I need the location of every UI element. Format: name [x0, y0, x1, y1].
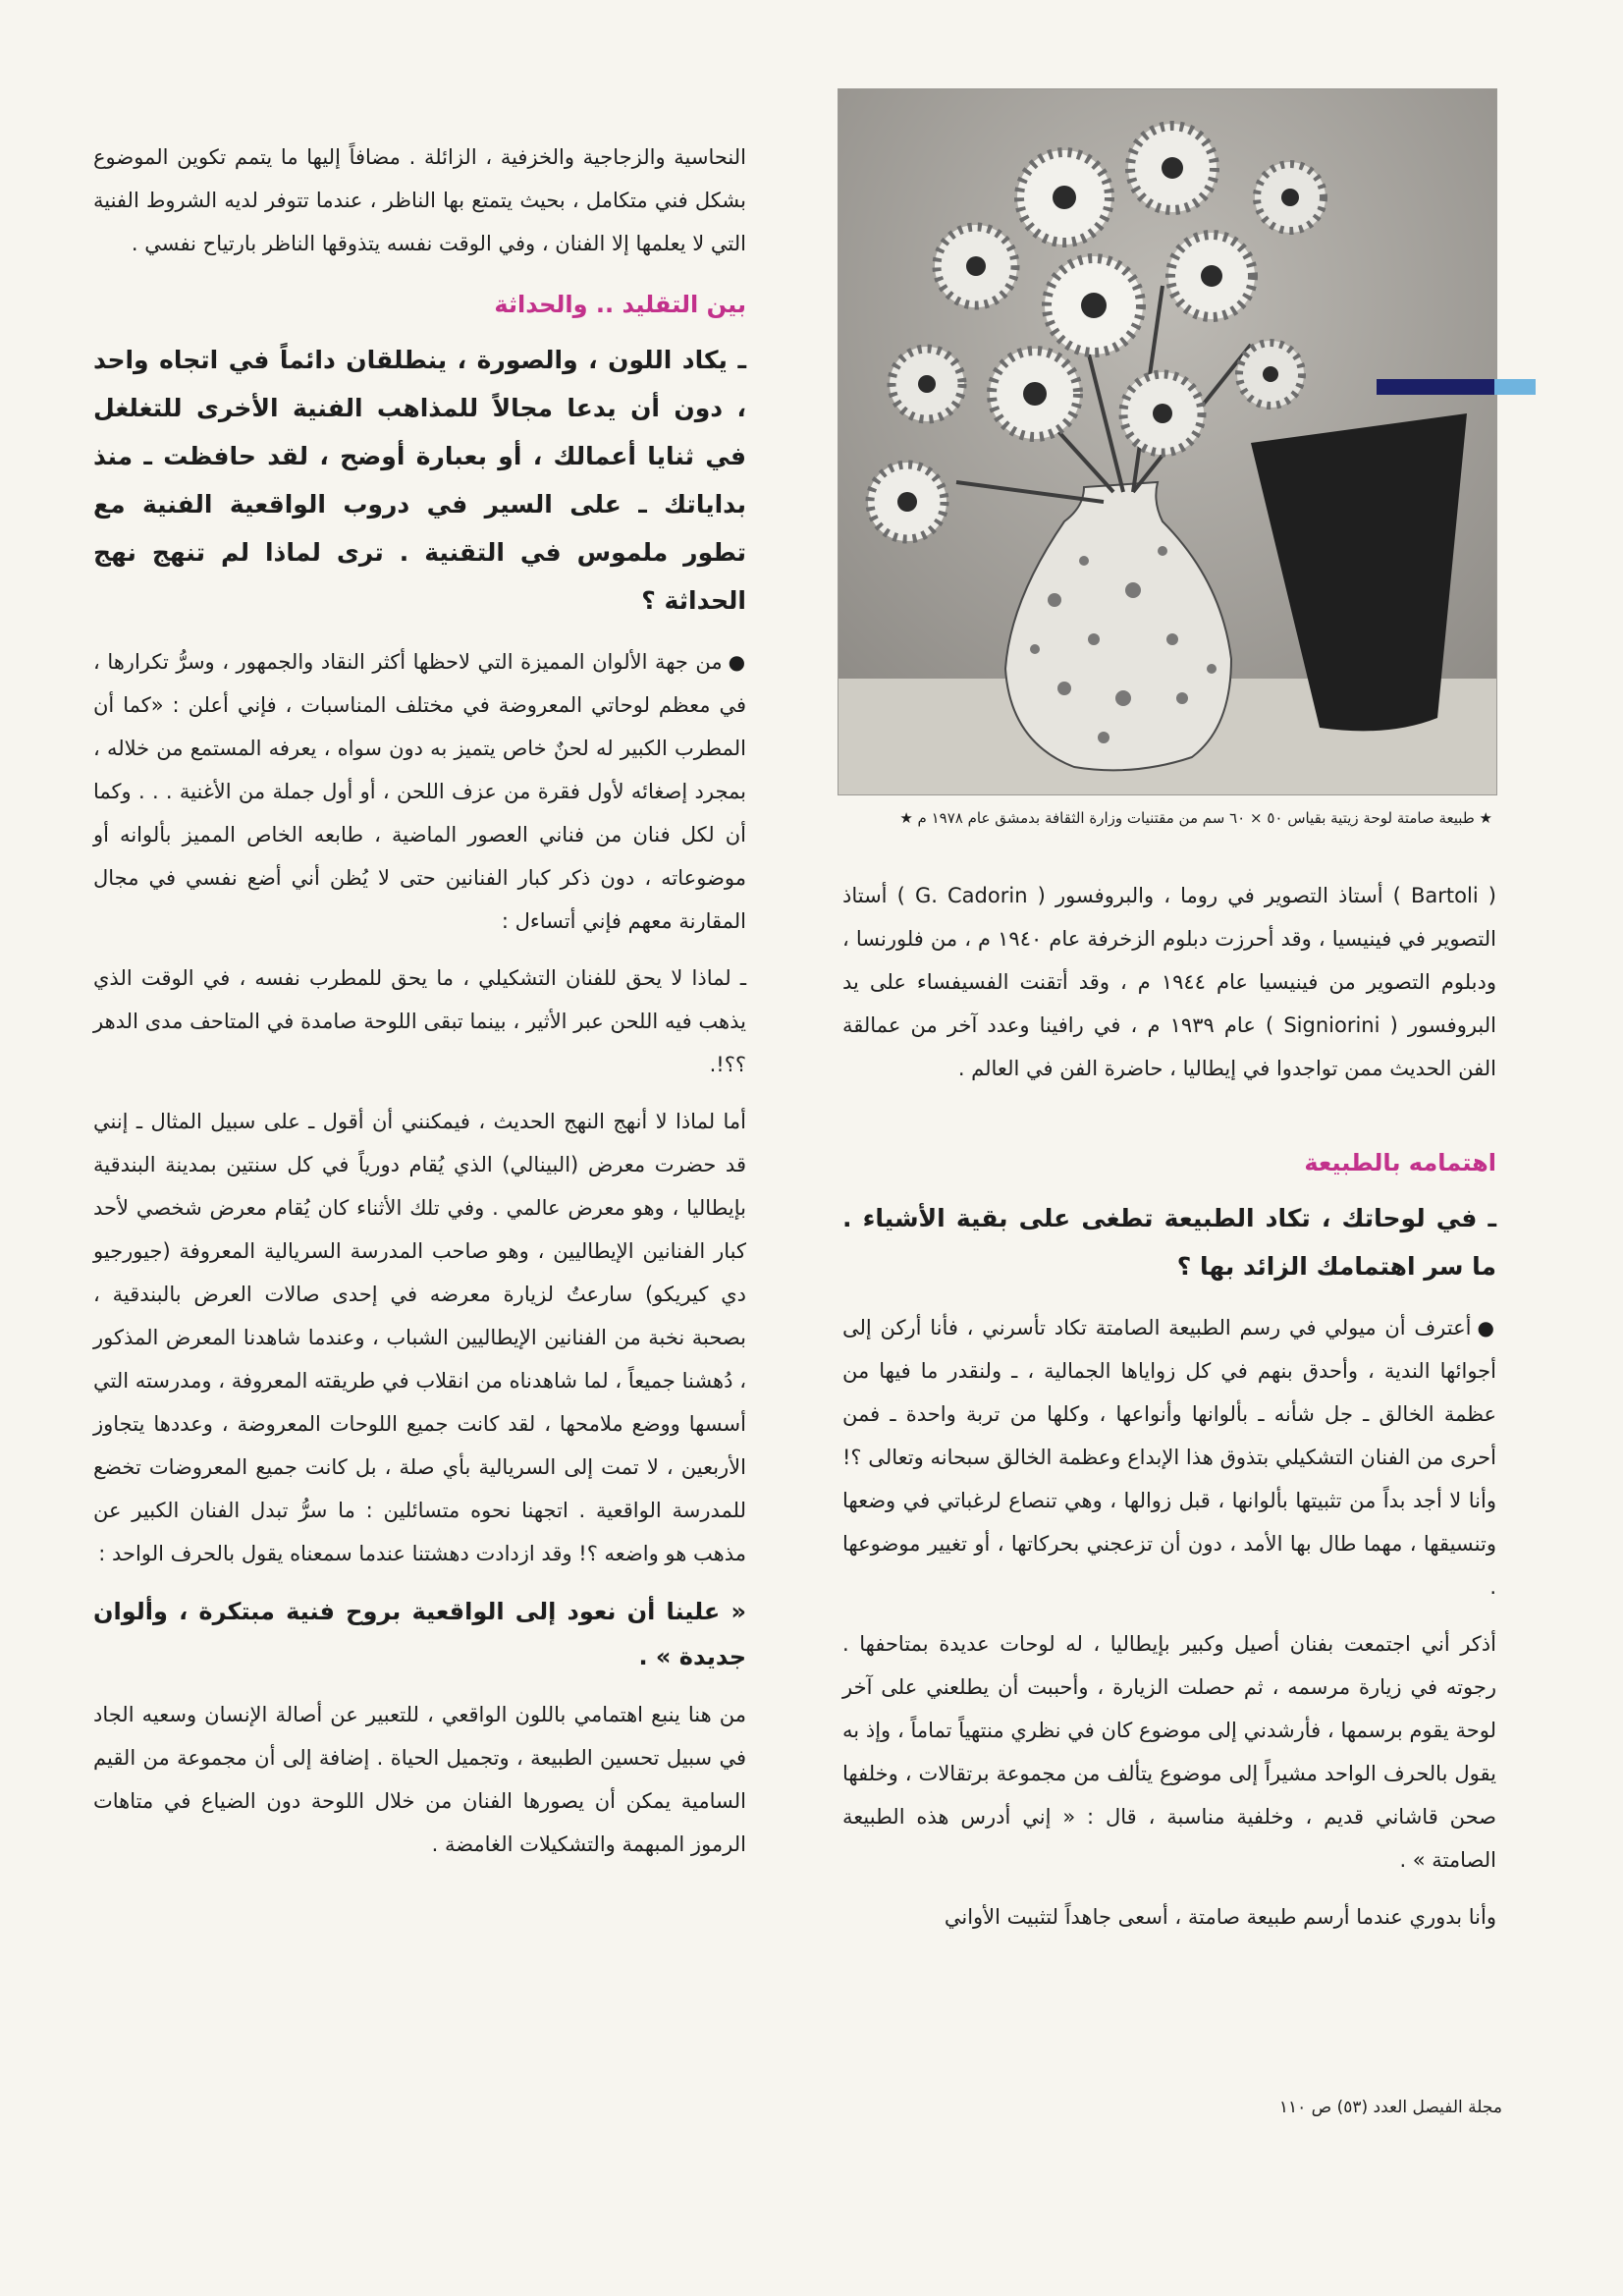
page-footer: مجلة الفيصل العدد (٥٣) ص ١١٠	[1278, 2098, 1502, 2117]
left-paragraph-2	[93, 640, 746, 943]
photo-caption: ★ طبيعة صامتة لوحة زيتية بقياس ٥٠ × ٦٠ سم من مقتنيات وزارة الثقافة بدمشق عام ١٩٧٨ م ★	[899, 809, 1492, 827]
right-paragraph-1: ( Bartoli ) أستاذ التصوير في روما ، والبروفسور ( G. Cadorin ) أستاذ التصوير في فينيسيا ، وقد أحرزت دبلوم الزخرفة عام ١٩٤٠ م ، من فلورنسا ، ودبلوم التصوير من فينيسيا عام ١٩٤٤ م ، وقد أتقنت الفسيفساء على يد البروفسور ( Signiorini ) عام ١٩٣٩ م ، في رافينا وعدد آخر من عمالقة الفن الحديث ممن تواجدوا في إيطاليا ، حاضرة الفن في العالم .	[842, 884, 1497, 1080]
chirico-quote: « علينا أن نعود إلى الواقعية بروح فنية مبتكرة ، وألوان جديدة » .	[93, 1598, 746, 1670]
left-paragraph-2-text: من جهة الألوان المميزة التي لاحظها أكثر النقاد والجمهور ، وسرُّ تكرارها ، في معظم لوحاتي المعروضة في مختلف المناسبات ، فإني أعلن : «كما أن المطرب الكبير له لحنٌ خاص يتميز به دون سواه ، يعرفه المستمع من خلاله ، بمجرد إصغائه لأول فقرة من عزف اللحن ، أو أول جملة من الأغنية . . . وكما أن لكل فنان من فناني العصور الماضية ، طابعه الخاص المميز بألوانه أو موضوعاته ، دون ذكر كبار الفنانين حتى لا يُظن أني أضع نفسي في مجال المقارنة معهم فإني أتساءل :	[93, 650, 746, 933]
still-life-painting-image	[839, 89, 1496, 794]
right-paragraph-3: أذكر أني اجتمعت بفنان أصيل وكبير بإيطاليا ، له لوحات عديدة بمتاحفها . رجوته في زيارة مرسمه ، ثم حصلت الزيارة ، وأحببت أن يطلعني على آخر لوحة يقوم برسمها ، فأرشدني إلى موضوع كان في نظري منتهياً تماماً ، وإذ به يقول بالحرف الواحد مشيراً إلى موضوع يتألف من مجموعة برتقالات ، وخلفها صحن قاشاني قديم ، وخلفية مناسبة ، قال : « إني أدرس هذه الطبيعة الصامتة » .	[842, 1632, 1496, 1872]
color-registration-mark-light	[1494, 379, 1536, 395]
left-paragraph-5: من هنا ينبع اهتمامي باللون الواقعي ، للتعبير عن أصالة الإنسان وسعيه الجاد في سبيل تحسين الطبيعة ، وتجميل الحياة . إضافة إلى أن مجموعة من القيم السامية يمكن أن يصورها الفنان من خلال اللوحة دون الضياع في متاهات الرموز المبهمة والتشكيلات الغامضة .	[93, 1703, 746, 1856]
left-paragraph-3: ـ لماذا لا يحق للفنان التشكيلي ، ما يحق للمطرب نفسه ، في الوقت الذي يذهب فيه اللحن عبر الأثير ، بينما تبقى اللوحة صامدة في المتاحف مدى الدهر ؟؟!.	[93, 966, 746, 1076]
bullet-icon: ●	[728, 650, 746, 674]
right-paragraph-2	[842, 1306, 1496, 1609]
left-paragraph-4: أما لماذا لا أنهج النهج الحديث ، فيمكنني أن أقول ـ على سبيل المثال ـ إنني قد حضرت معرض (البينالي) الذي يُقام دورياً في كل سنتين بمدينة البندقية بإيطاليا ، وهو معرض عالمي . وفي تلك الأثناء كان يُقام معرض شخصي لأحد كبار الفنانين الإيطاليين ، وهو صاحب المدرسة السريالية المعروفة (جيورجيو دي كيريكو) سارعتُ لزيارة معرضه في إحدى صالات العرض بالبندقية ، بصحبة نخبة من الفنانين الإيطاليين الشباب ، وعندما شاهدنا المعرض المذكور ، دُهشنا جميعاً ، لما شاهدناه من انقلاب في طريقته المعروفة ، ومدرسته التي أسسها ووضع ملامحها ، لقد كانت جميع اللوحات المعروضة ، وعددها يتجاوز الأربعين ، لا تمت إلى السريالية بأي صلة ، بل كانت جميع المعروضات تخضع للمدرسة الواقعية . اتجهنا نحوه متسائلين : ما سرُّ تبدل الفنان الكبير عن مذهب هو واضعه ؟! وقد ازدادت دهشتنا عندما سمعناه يقول بالحرف الواحد :	[93, 1110, 746, 1565]
right-column	[842, 874, 1496, 1952]
section-title-tradition-modernity: بين التقليد .. والحداثة	[494, 291, 746, 318]
right-paragraph-2-text: أعترف أن ميولي في رسم الطبيعة الصامتة تكاد تأسرني ، فأنا أركن إلى أجوائها الندية ، وأحدق بنهم في كل زواياها الجمالية ، ـ ولنقدر ما فيها من عظمة الخالق ـ جل شأنه ـ بألوانها وأنواعها ، وكلها من تربة واحدة ـ فمن أحرى من الفنان التشكيلي بتذوق هذا الإبداع وعظمة الخالق سبحانه وتعالى ؟! وأنا لا أجد بداً من تثبيتها بألوانها ، قبل زوالها ، وهي تنصاع لرغباتي في وضعها وتنسيقها ، مهما طال بها الأمد ، دون أن تزعجني بحركاتها ، أو تغيير موضوعها .	[842, 1316, 1496, 1599]
interview-question-2: ـ في لوحاتك ، تكاد الطبيعة تطغى على بقية الأشياء . ما سر اهتمامك الزائد بها ؟	[842, 1204, 1496, 1281]
bullet-icon: ●	[1477, 1316, 1496, 1339]
section-title-nature: اهتمامه بالطبيعة	[1304, 1149, 1496, 1176]
still-life-photo	[838, 88, 1497, 795]
left-column	[93, 136, 746, 1880]
interview-question-1: ـ يكاد اللون ، والصورة ، ينطلقان دائماً في اتجاه واحد ، دون أن يدعا مجالاً للمذاهب الفنية الأخرى للتغلغل في ثنايا أعمالك ، أو بعبارة أوضح ، لقد حافظت ـ منذ بداياتك ـ على السير في دروب الواقعية الفنية مع تطور ملموس في التقنية . ترى لماذا لم تنهج نهج الحداثة ؟	[93, 346, 746, 615]
right-paragraph-4: وأنا بدوري عندما أرسم طبيعة صامتة ، أسعى جاهداً لتثبيت الأواني	[944, 1905, 1496, 1929]
left-paragraph-1: النحاسية والزجاجية والخزفية ، الزائلة . مضافاً إليها ما يتمم تكوين الموضوع بشكل فني متكامل ، بحيث يتمتع بها الناظر ، عندما تتوفر لديه الشروط الفنية التي لا يعلمها إلا الفنان ، وفي الوقت نفسه يتذوقها الناظر بارتياح نفسي .	[93, 145, 746, 255]
